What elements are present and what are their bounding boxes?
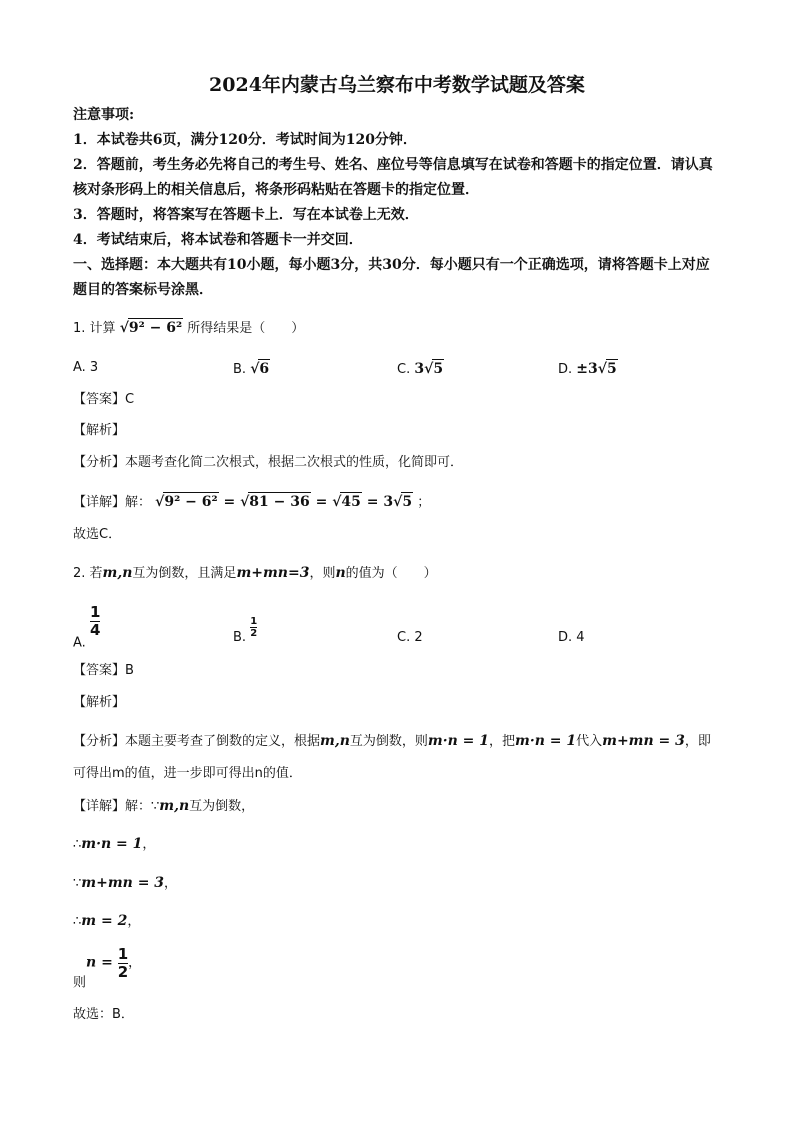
q1-option-a: A. 3: [73, 360, 99, 375]
q1-option-d: D. ±3√5: [558, 361, 617, 377]
q1-option-b: B. √6: [233, 361, 270, 377]
q2-stem: 2. 若m,n互为倒数，且满足m+mn=3，则n的值为（ ）: [73, 565, 437, 581]
notice-item: 1．本试卷共6页，满分120分．考试时间为120分钟．: [73, 132, 417, 148]
q1-jiexi: 【解析】: [73, 423, 126, 438]
q2-detail-step3: ∴m = 2，: [73, 913, 141, 929]
section-heading-line2: 题目的答案标号涂黑．: [73, 282, 213, 298]
q2-option-c: C. 2: [397, 630, 423, 645]
q2-conclusion: 故选：B．: [73, 1007, 134, 1022]
q2-jiexi: 【解析】: [73, 695, 126, 710]
q2-detail-step4: 则n = $\frac{1}{2}$ ，: [73, 945, 142, 991]
q2-detail-step2: ∵m+mn = 3，: [73, 875, 178, 891]
q2-detail-step1: ∴m·n = 1，: [73, 836, 156, 852]
q1-sqrt-expression: √9² − 6²: [119, 320, 183, 336]
q1-conclusion: 故选C．: [73, 527, 122, 542]
notice-heading: 注意事项:: [73, 107, 135, 123]
q2-analysis-line1: 【分析】本题主要考查了倒数的定义，根据m,n互为倒数，则m·n = 1，把m·n = 1代入m+mn = 3，即: [73, 733, 711, 749]
q2-analysis-line2: 可得出m的值，进一步即可得出n的值．: [73, 766, 302, 781]
q2-option-a: A. $\frac{1}{4}$: [73, 603, 101, 651]
q1-answer: 【答案】C: [73, 392, 135, 407]
q2-detail-intro: 【详解】解：∵m,n互为倒数，: [73, 798, 255, 814]
q2-option-b: B. $\frac{1}{2}$: [233, 616, 258, 645]
notice-item: 4．考试结束后，将本试卷和答题卡一并交回．: [73, 232, 363, 248]
notice-item: 3．答题时，将答案写在答题卡上．写在本试卷上无效．: [73, 207, 419, 223]
page-title: 2024年内蒙古乌兰察布中考数学试题及答案: [209, 74, 585, 96]
q1-suffix: 所得结果是（ ）: [187, 321, 305, 336]
section-heading-line1: 一、选择题：本大题共有10小题，每小题3分，共30分．每小题只有一个正确选项，请将答题卡上对应: [73, 257, 710, 273]
q1-prefix: 1. 计算: [73, 321, 116, 336]
q1-stem: [73, 318, 304, 338]
q1-detail: 【详解】解： √9² − 6² = √81 − 36 = √45 = 3√5 ；: [73, 494, 431, 510]
q2-option-d: D. 4: [558, 630, 585, 645]
q1-option-c: C. 3√5: [397, 361, 444, 377]
q2-answer: 【答案】B: [73, 663, 134, 678]
notice-item: 核对条形码上的相关信息后，将条形码粘贴在答题卡的指定位置．: [73, 182, 479, 198]
notice-item: 2．答题前，考生务必先将自己的考生号、姓名、座位号等信息填写在试卷和答题卡的指定位置．请认真: [73, 157, 713, 173]
q1-analysis: 【分析】本题考查化简二次根式，根据二次根式的性质，化简即可．: [73, 455, 464, 470]
